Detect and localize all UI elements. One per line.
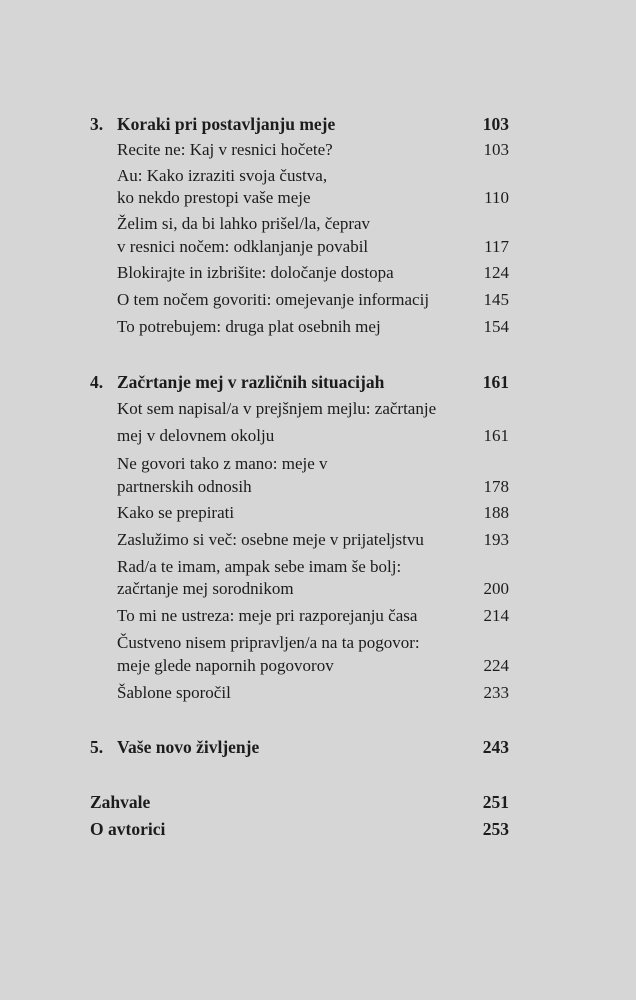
entry-title: Kot sem napisal/a v prejšnjem mejlu: začrtanje bbox=[117, 399, 437, 418]
entry-title: Čustveno nisem pripravljen/a na ta pogovor: bbox=[117, 633, 420, 652]
entry-title: Au: Kako izraziti svoja čustva, bbox=[117, 166, 328, 185]
toc-chapter-5 bbox=[90, 737, 509, 757]
chapter-number: 4. bbox=[90, 372, 104, 392]
page-number: 145 bbox=[483, 290, 509, 309]
entry-title: To mi ne ustreza: meje pri razporejanju časa bbox=[117, 606, 418, 625]
toc-entry bbox=[117, 530, 509, 550]
toc-entry bbox=[117, 477, 509, 497]
page-number: 253 bbox=[482, 819, 509, 839]
entry-title: Ne govori tako z mano: meje v bbox=[117, 454, 328, 473]
chapter-number: 5. bbox=[90, 737, 104, 757]
toc-entry bbox=[117, 237, 509, 257]
chapter-title: Vaše novo življenje bbox=[117, 737, 260, 757]
section-title: Zahvale bbox=[90, 792, 151, 812]
toc-entry bbox=[117, 263, 509, 283]
page-number: 251 bbox=[482, 792, 509, 812]
entry-title: O tem nočem govoriti: omejevanje informacij bbox=[117, 290, 430, 309]
entry-title: Blokirajte in izbrišite: določanje dostopa bbox=[117, 263, 394, 282]
toc-entry-line bbox=[117, 557, 509, 577]
entry-title: mej v delovnem okolju bbox=[117, 426, 275, 445]
page-number: 214 bbox=[483, 606, 509, 625]
toc-entry-line bbox=[117, 166, 509, 186]
page-number: 193 bbox=[483, 530, 509, 549]
toc-entry bbox=[117, 290, 509, 310]
entry-title: Želim si, da bi lahko prišel/la, čeprav bbox=[117, 214, 371, 233]
entry-title: ko nekdo prestopi vaše meje bbox=[117, 188, 311, 207]
entry-title: začrtanje mej sorodnikom bbox=[117, 579, 294, 598]
page-number: 154 bbox=[483, 317, 509, 336]
chapter-number: 3. bbox=[90, 114, 104, 134]
toc-entry bbox=[117, 140, 509, 160]
chapter-title: Koraki pri postavljanju meje bbox=[117, 114, 336, 134]
toc-chapter-3 bbox=[90, 114, 509, 134]
page-number: 233 bbox=[483, 683, 509, 702]
toc-entry-line bbox=[117, 399, 509, 419]
toc-entry bbox=[117, 503, 509, 523]
toc-entry bbox=[117, 606, 509, 626]
page-number: 178 bbox=[483, 477, 509, 496]
toc-entry bbox=[117, 656, 509, 676]
page-number: 161 bbox=[483, 426, 509, 445]
entry-title: Rad/a te imam, ampak sebe imam še bolj: bbox=[117, 557, 402, 576]
entry-title: meje glede napornih pogovorov bbox=[117, 656, 334, 675]
page-number: 110 bbox=[484, 188, 509, 207]
page-number: 200 bbox=[483, 579, 509, 598]
toc-entry-line bbox=[117, 633, 509, 653]
chapter-title: Začrtanje mej v različnih situacijah bbox=[117, 372, 385, 392]
entry-title: Recite ne: Kaj v resnici hočete? bbox=[117, 140, 333, 159]
toc-entry-line bbox=[117, 454, 509, 474]
toc-entry bbox=[117, 188, 509, 208]
section-title: O avtorici bbox=[90, 819, 166, 839]
entry-title: Kako se prepirati bbox=[117, 503, 235, 522]
page-number: 161 bbox=[482, 372, 509, 392]
page-number: 117 bbox=[484, 237, 509, 256]
toc-entry bbox=[117, 683, 509, 703]
page-number: 124 bbox=[483, 263, 509, 282]
entry-title: v resnici nočem: odklanjanje povabil bbox=[117, 237, 369, 256]
toc-entry bbox=[117, 426, 509, 446]
toc-entry bbox=[117, 317, 509, 337]
page-number: 103 bbox=[483, 140, 509, 159]
entry-title: partnerskih odnosih bbox=[117, 477, 252, 496]
toc-chapter-4 bbox=[90, 372, 509, 392]
toc-about-author bbox=[90, 819, 509, 839]
page-number: 243 bbox=[482, 737, 509, 757]
page-number: 224 bbox=[483, 656, 509, 675]
entry-title: Šablone sporočil bbox=[117, 683, 231, 702]
page-number: 103 bbox=[482, 114, 509, 134]
toc-acknowledgements bbox=[90, 792, 509, 812]
page-number: 188 bbox=[483, 503, 509, 522]
entry-title: Zaslužimo si več: osebne meje v prijateljstvu bbox=[117, 530, 424, 549]
entry-title: To potrebujem: druga plat osebnih mej bbox=[117, 317, 381, 336]
toc-entry-line bbox=[117, 214, 509, 234]
toc-entry bbox=[117, 579, 509, 599]
